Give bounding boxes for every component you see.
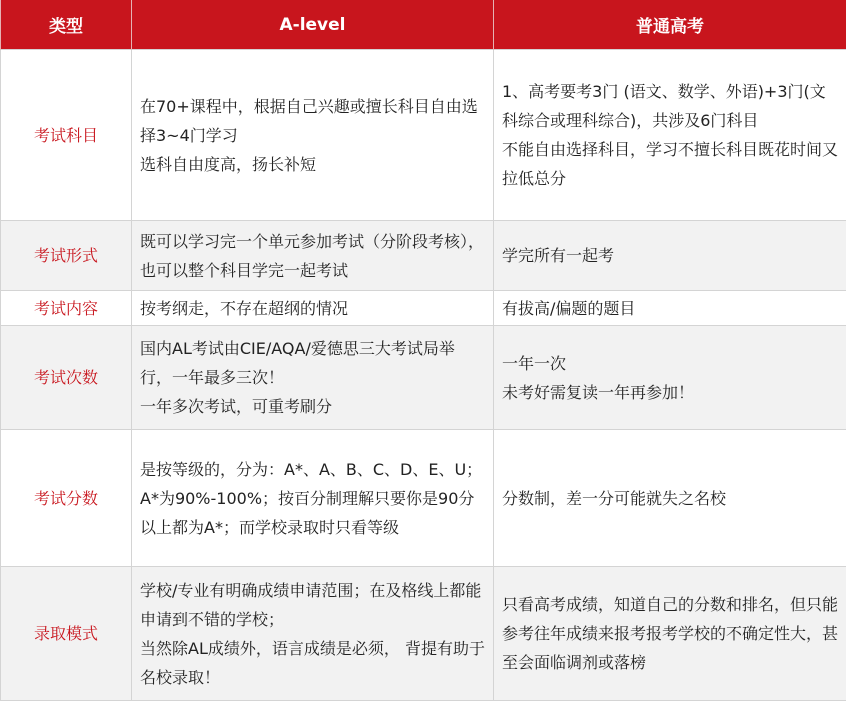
row-category: 考试形式	[1, 221, 132, 291]
cell-text: 有拔高/偏题的题目	[502, 294, 838, 323]
cell-text: 是按等级的，分为：A*、A、B、C、D、E、U；A*为90%-100%；按百分制理解只要你是90分以上都为A*；而学校录取时只看等级	[140, 455, 485, 542]
gaokao-cell	[494, 567, 846, 701]
cell-text: 选科自由度高，扬长补短	[140, 150, 485, 179]
cell-text: 一年一次	[502, 349, 838, 378]
alevel-cell	[132, 221, 494, 291]
header-gaokao: 普通高考	[494, 0, 846, 50]
cell-text: 未考好需复读一年再参加！	[502, 378, 838, 407]
alevel-cell	[132, 326, 494, 430]
cell-text: 既可以学习完一个单元参加考试（分阶段考核），也可以整个科目学完一起考试	[140, 227, 485, 285]
table-row	[1, 567, 846, 701]
cell-text: 只看高考成绩，知道自己的分数和排名，但只能参考往年成绩来报考报考学校的不确定性大，甚至会面临调剂或落榜	[502, 590, 838, 677]
alevel-cell	[132, 567, 494, 701]
table-row	[1, 221, 846, 291]
gaokao-cell	[494, 430, 846, 567]
table-row	[1, 430, 846, 567]
row-category: 考试次数	[1, 326, 132, 430]
header-row	[1, 0, 846, 50]
cell-text: 按考纲走，不存在超纲的情况	[140, 294, 485, 323]
cell-text: 在70+课程中，根据自己兴趣或擅长科目自由选择3~4门学习	[140, 92, 485, 150]
table-row	[1, 291, 846, 326]
cell-text: 一年多次考试，可重考刷分	[140, 392, 485, 421]
alevel-cell	[132, 291, 494, 326]
table-row	[1, 50, 846, 221]
cell-text: 当然除AL成绩外，语言成绩是必须， 背提有助于名校录取！	[140, 634, 485, 692]
gaokao-cell	[494, 50, 846, 221]
table-row	[1, 326, 846, 430]
row-category: 考试分数	[1, 430, 132, 567]
gaokao-cell	[494, 291, 846, 326]
row-category: 考试科目	[1, 50, 132, 221]
alevel-cell	[132, 430, 494, 567]
row-category: 录取模式	[1, 567, 132, 701]
cell-text: 1、高考要考3门 (语文、数学、外语)+3门(文科综合或理科综合)，共涉及6门科目	[502, 77, 838, 135]
gaokao-cell	[494, 221, 846, 291]
cell-text: 不能自由选择科目，学习不擅长科目既花时间又拉低总分	[502, 135, 838, 193]
header-type: 类型	[1, 0, 132, 50]
cell-text: 学完所有一起考	[502, 241, 838, 270]
cell-text: 学校/专业有明确成绩申请范围；在及格线上都能申请到不错的学校；	[140, 576, 485, 634]
row-category: 考试内容	[1, 291, 132, 326]
cell-text: 国内AL考试由CIE/AQA/爱德思三大考试局举行，一年最多三次！	[140, 334, 485, 392]
gaokao-cell	[494, 326, 846, 430]
alevel-cell	[132, 50, 494, 221]
cell-text: 分数制，差一分可能就失之名校	[502, 484, 838, 513]
header-alevel: A-level	[132, 0, 494, 50]
